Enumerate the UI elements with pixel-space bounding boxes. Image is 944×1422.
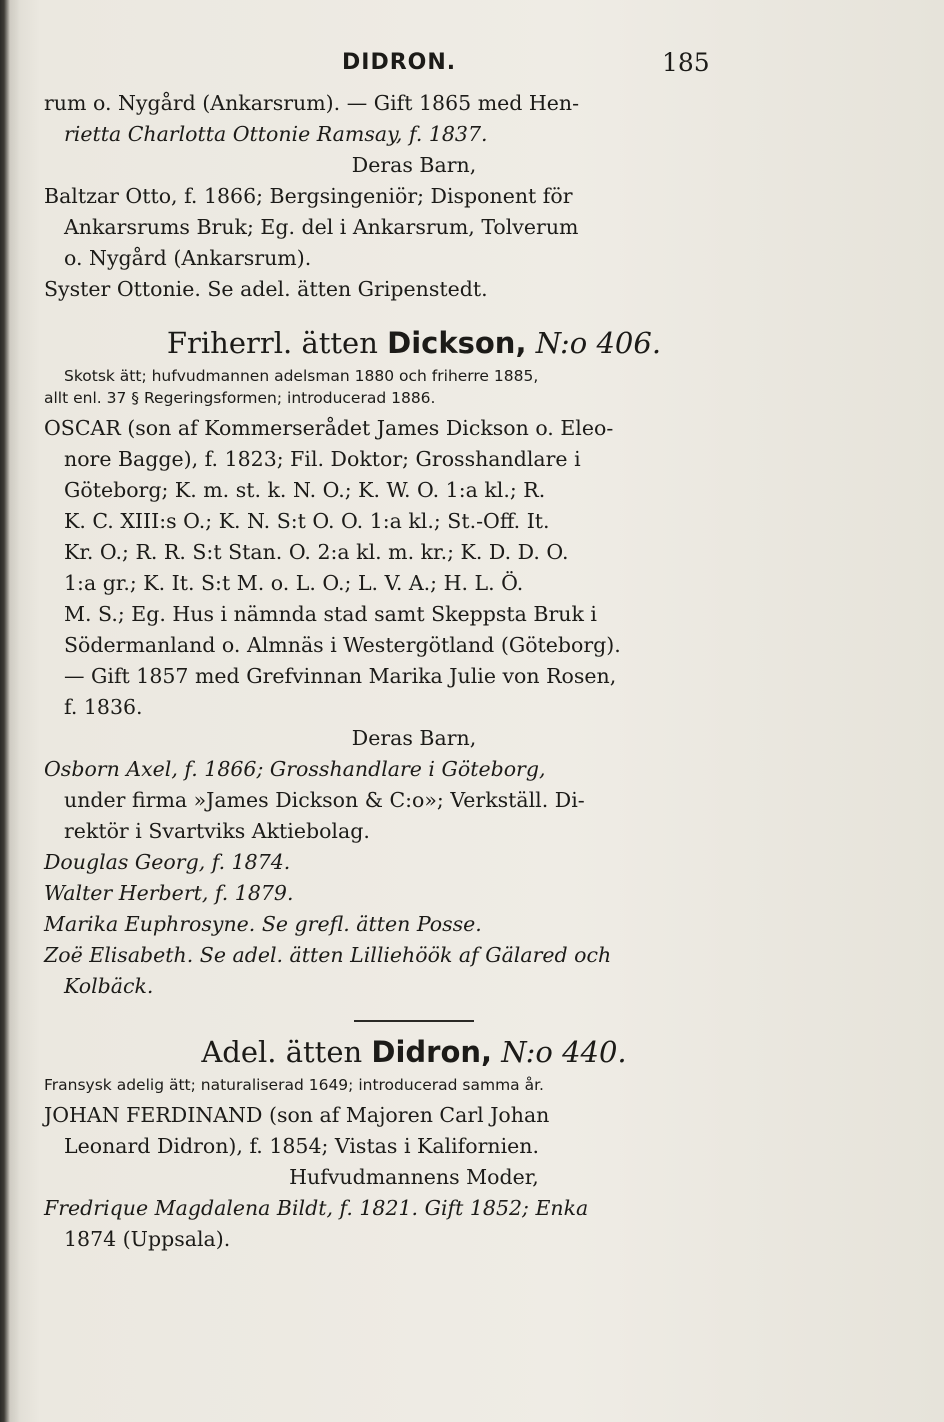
text-line: rietta Charlotta Ottonie Ramsay, f. 1837. <box>64 122 488 146</box>
text-line: Syster Ottonie. Se adel. ätten Gripenstedt. <box>44 277 488 301</box>
family-heading-didron <box>44 1030 784 1074</box>
book-binding-edge <box>0 0 20 1422</box>
page-number: 185 <box>662 48 710 77</box>
section-didron-entry <box>44 1100 784 1255</box>
text-line: K. C. XIII:s O.; K. N. S:t O. O. 1:a kl.; St.-Off. It. <box>64 509 550 533</box>
running-title: DIDRON. <box>342 50 457 75</box>
text-line: under firma »James Dickson & C:o»; Verkställ. Di- <box>64 788 585 812</box>
text-line: 1:a gr.; K. It. S:t M. o. L. O.; L. V. A.; H. L. Ö. <box>64 571 524 595</box>
text-line: 1874 (Uppsala). <box>64 1227 231 1251</box>
heading-name: Didron, <box>371 1035 493 1069</box>
text-line: JOHAN FERDINAND (son af Majoren Carl Johan <box>44 1103 550 1127</box>
section-dickson-entry <box>44 413 784 1002</box>
family-description: Skotsk ätt; hufvudmannen adelsman 1880 och friherre 1885, <box>64 367 539 385</box>
text-line: Södermanland o. Almnäs i Westergötland (Göteborg). <box>64 633 621 657</box>
text-line: f. 1836. <box>64 695 143 719</box>
text-line: Göteborg; K. m. st. k. N. O.; K. W. O. 1:a kl.; R. <box>64 478 546 502</box>
text-line: Walter Herbert, f. 1879. <box>44 881 294 905</box>
section-previous-entry <box>44 88 784 305</box>
heading-number: N:o 440. <box>501 1035 627 1069</box>
text-line: Zoë Elisabeth. Se adel. ätten Lilliehöök af Gälared och <box>44 943 612 967</box>
family-heading-dickson <box>44 321 784 365</box>
text-line: Fredrique Magdalena Bildt, f. 1821. Gift 1852; Enka <box>44 1196 589 1220</box>
text-line: rum o. Nygård (Ankarsrum). — Gift 1865 med Hen- <box>44 91 580 115</box>
text-line: Ankarsrums Bruk; Eg. del i Ankarsrum, Tolverum <box>64 215 579 239</box>
heading-name: Dickson, <box>387 326 527 360</box>
text-line: Kolbäck. <box>64 974 154 998</box>
section-divider <box>354 1020 474 1022</box>
heading-number: N:o 406. <box>535 326 662 360</box>
mother-label: Hufvudmannens Moder, <box>289 1165 539 1189</box>
text-line: — Gift 1857 med Grefvinnan Marika Julie von Rosen, <box>64 664 617 688</box>
text-line: Leonard Didron), f. 1854; Vistas i Kalifornien. <box>64 1134 540 1158</box>
text-line: o. Nygård (Ankarsrum). <box>64 246 312 270</box>
book-page <box>44 40 784 1255</box>
heading-prefix: Adel. ätten <box>201 1035 363 1069</box>
text-line: nore Bagge), f. 1823; Fil. Doktor; Grosshandlare i <box>64 447 581 471</box>
children-label: Deras Barn, <box>351 153 477 177</box>
children-label: Deras Barn, <box>351 726 477 750</box>
text-line: OSCAR (son af Kommerserådet James Dickson o. Eleo- <box>44 416 614 440</box>
family-description: allt enl. 37 § Regeringsformen; introducerad 1886. <box>44 389 436 407</box>
heading-prefix: Friherrl. ätten <box>166 326 378 360</box>
text-line: Douglas Georg, f. 1874. <box>44 850 291 874</box>
family-description: Fransysk adelig ätt; naturaliserad 1649; introducerad samma år. <box>44 1076 544 1094</box>
text-line: Osborn Axel, f. 1866; Grosshandlare i Göteborg, <box>44 757 546 781</box>
text-line: M. S.; Eg. Hus i nämnda stad samt Skeppsta Bruk i <box>64 602 597 626</box>
text-line: rektör i Svartviks Aktiebolag. <box>64 819 370 843</box>
running-header <box>44 40 784 88</box>
text-line: Marika Euphrosyne. Se grefl. ätten Posse. <box>44 912 482 936</box>
text-line: Kr. O.; R. R. S:t Stan. O. 2:a kl. m. kr.; K. D. D. O. <box>64 540 569 564</box>
text-line: Baltzar Otto, f. 1866; Bergsingeniör; Disponent för <box>44 184 573 208</box>
